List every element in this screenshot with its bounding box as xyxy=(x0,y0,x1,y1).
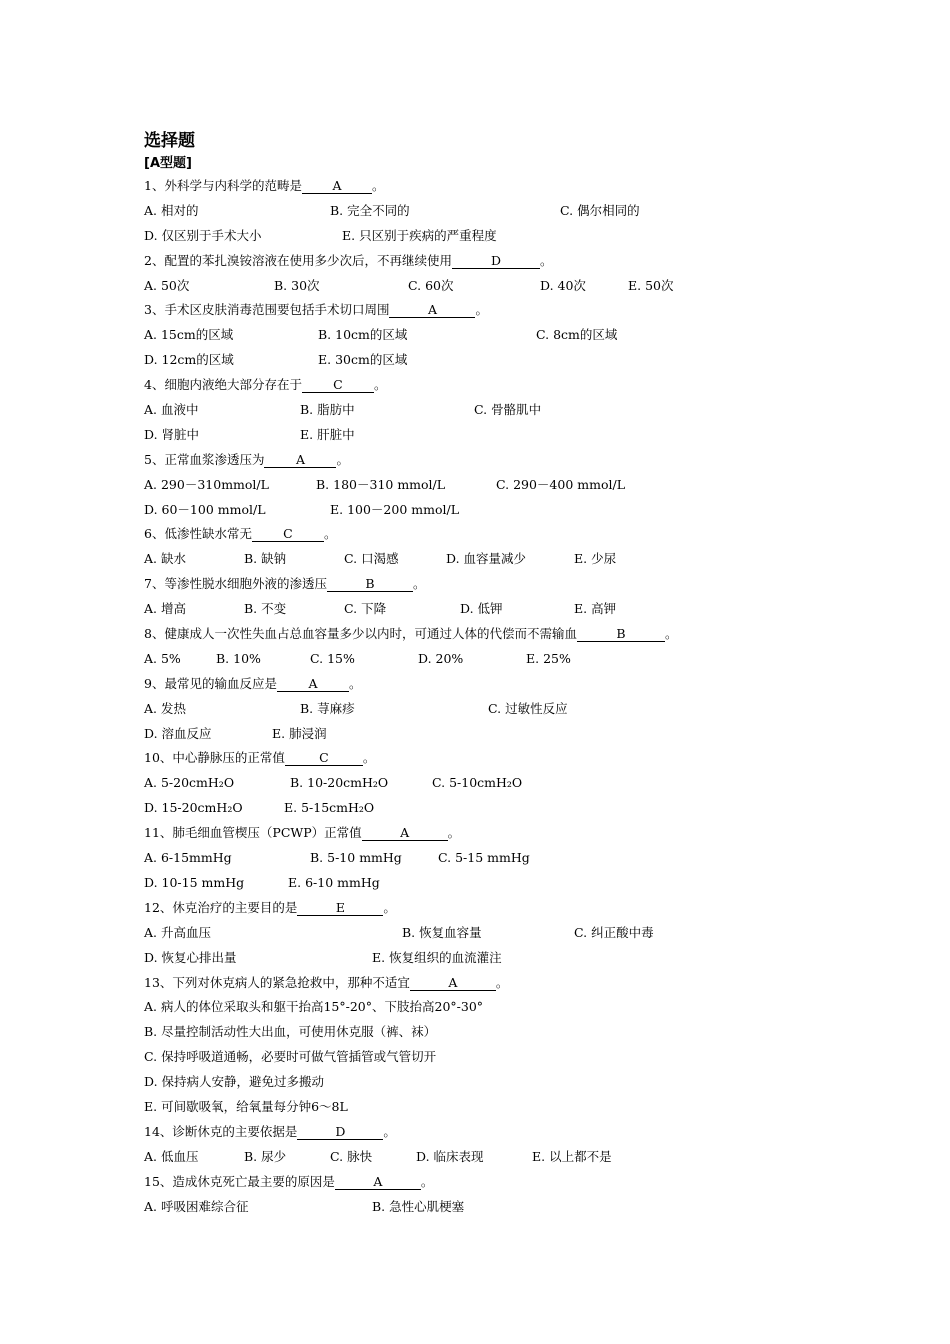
options-row xyxy=(144,423,864,448)
answer-option: A. 血液中 xyxy=(144,402,199,418)
answer-option: C. 下降 xyxy=(344,601,387,617)
answer-option: B. 完全不同的 xyxy=(330,202,410,218)
answer-option: A. 发热 xyxy=(144,700,186,716)
options-row xyxy=(144,921,864,946)
answer-option: B. 荨麻疹 xyxy=(300,700,355,716)
answer-option: C. 纠正酸中毒 xyxy=(574,924,654,940)
answer-option: B. 180－310 mmol/L xyxy=(316,476,446,492)
question-stem xyxy=(144,373,864,398)
answer-option: D. 20% xyxy=(418,650,464,666)
page-title: 选择题 xyxy=(144,131,195,151)
question-list xyxy=(144,174,864,1219)
answer-blank: A xyxy=(410,976,496,991)
options-row xyxy=(144,995,864,1020)
answer-option: C. 骨骼肌中 xyxy=(474,402,542,418)
answer-blank: D xyxy=(452,254,540,269)
answer-blank: A xyxy=(362,826,448,841)
options-row xyxy=(144,1070,864,1095)
question-end-mark: 。 xyxy=(383,899,396,915)
question-text: 11、肺毛细血管楔压（PCWP）正常值 xyxy=(144,825,362,841)
answer-option: A. 呼吸困难综合征 xyxy=(144,1198,249,1214)
question-stem xyxy=(144,821,864,846)
answer-option: E. 少尿 xyxy=(574,551,617,567)
question-text: 2、配置的苯扎溴铵溶液在使用多少次后，不再继续使用 xyxy=(144,252,452,268)
question-stem xyxy=(144,522,864,547)
answer-option: B. 脂肪中 xyxy=(300,402,355,418)
answer-option: A. 低血压 xyxy=(144,1148,199,1164)
question-end-mark: 。 xyxy=(323,526,337,542)
answer-option: B. 10-20cmH₂O xyxy=(290,775,389,791)
options-row xyxy=(144,473,864,498)
question-text: 3、手术区皮肤消毒范围要包括手术切口周围 xyxy=(144,302,390,318)
answer-option: E. 以上都不是 xyxy=(532,1148,612,1164)
options-row xyxy=(144,1045,864,1070)
question-end-mark: 。 xyxy=(362,750,376,766)
question-text: 1、外科学与内科学的范畴是 xyxy=(144,178,302,193)
question-stem xyxy=(144,572,864,597)
options-row xyxy=(144,722,864,747)
options-row xyxy=(144,323,864,348)
answer-blank: B xyxy=(577,627,665,642)
question-text: 9、最常见的输血反应是 xyxy=(144,675,277,691)
question-text: 13、下列对休克病人的紧急抢救中，那种不适宜 xyxy=(144,974,410,990)
answer-option: C. 过敏性反应 xyxy=(488,700,568,716)
answer-blank: C xyxy=(302,378,374,393)
question-end-mark: 。 xyxy=(420,1173,434,1189)
options-row xyxy=(144,1095,864,1120)
question-end-mark: 。 xyxy=(383,1123,396,1139)
answer-option: B. 恢复血容量 xyxy=(402,924,482,940)
answer-option: D. 60－100 mmol/L xyxy=(144,501,266,517)
question-stem xyxy=(144,746,864,771)
answer-option: D. 低钾 xyxy=(460,601,503,617)
question-end-mark: 。 xyxy=(336,451,349,467)
question-text: 7、等渗性脱水细胞外液的渗透压 xyxy=(144,576,327,592)
answer-option: E. 只区别于疾病的严重程度 xyxy=(342,227,497,243)
question-text: 14、诊断休克的主要依据是 xyxy=(144,1123,298,1139)
options-row xyxy=(144,274,864,299)
answer-option: B. 尽量控制活动性大出血，可使用休克服（裤、袜） xyxy=(144,1024,437,1040)
answer-option: E. 可间歇吸氧，给氧量每分钟6～8L xyxy=(144,1098,348,1114)
answer-option: A. 50次 xyxy=(144,277,190,293)
answer-option: D. 血容量减少 xyxy=(446,551,527,567)
question-text: 12、休克治疗的主要目的是 xyxy=(144,899,298,915)
options-row xyxy=(144,224,864,249)
options-row xyxy=(144,647,864,672)
answer-blank: A xyxy=(389,303,475,318)
answer-option: C. 偶尔相同的 xyxy=(560,202,640,218)
answer-option: D. 溶血反应 xyxy=(144,725,212,741)
options-row xyxy=(144,1195,864,1220)
question-end-mark: 。 xyxy=(373,377,387,393)
answer-option: D. 仅区别于手术大小 xyxy=(144,227,262,243)
question-stem xyxy=(144,672,864,697)
answer-option: A. 相对的 xyxy=(144,202,199,218)
question-end-mark: 。 xyxy=(495,974,509,990)
options-row xyxy=(144,547,864,572)
question-stem xyxy=(144,622,864,647)
answer-option: E. 5-15cmH₂O xyxy=(284,800,375,816)
answer-option: E. 6-10 mmHg xyxy=(288,874,380,890)
options-row xyxy=(144,199,864,224)
options-row xyxy=(144,348,864,373)
options-row xyxy=(144,796,864,821)
answer-blank: C xyxy=(252,527,324,542)
question-stem xyxy=(144,448,864,473)
answer-blank: B xyxy=(327,577,413,592)
answer-option: B. 急性心肌梗塞 xyxy=(372,1198,465,1214)
answer-option: E. 25% xyxy=(526,650,571,666)
answer-option: B. 尿少 xyxy=(244,1148,287,1164)
options-row xyxy=(144,697,864,722)
question-end-mark: 。 xyxy=(664,626,678,642)
options-row xyxy=(144,871,864,896)
options-row xyxy=(144,1020,864,1045)
answer-blank: A xyxy=(302,179,372,194)
answer-option: C. 口渴感 xyxy=(344,551,399,567)
question-end-mark: 。 xyxy=(447,825,461,841)
answer-option: B. 5-10 mmHg xyxy=(310,850,402,866)
answer-option: A. 升高血压 xyxy=(144,924,211,940)
answer-option: A. 缺水 xyxy=(144,551,186,567)
answer-option: A. 15cm的区域 xyxy=(144,327,234,343)
answer-option: E. 30cm的区域 xyxy=(318,352,408,368)
question-end-mark: 。 xyxy=(371,178,385,193)
answer-option: E. 高钾 xyxy=(574,601,617,617)
answer-option: B. 10cm的区域 xyxy=(318,327,408,343)
answer-option: A. 5-20cmH₂O xyxy=(144,775,235,791)
answer-option: E. 肺浸润 xyxy=(272,725,327,741)
question-end-mark: 。 xyxy=(475,302,488,318)
options-row xyxy=(144,1145,864,1170)
answer-option: D. 15-20cmH₂O xyxy=(144,800,243,816)
answer-option: D. 保持病人安静，避免过多搬动 xyxy=(144,1074,325,1090)
section-heading: [A型题] xyxy=(144,156,192,171)
answer-option: C. 15% xyxy=(310,650,355,666)
question-end-mark: 。 xyxy=(348,675,362,691)
question-stem xyxy=(144,1170,864,1195)
answer-option: B. 不变 xyxy=(244,601,287,617)
question-stem xyxy=(144,174,864,199)
question-stem xyxy=(144,1120,864,1145)
options-row xyxy=(144,398,864,423)
question-text: 15、造成休克死亡最主要的原因是 xyxy=(144,1173,335,1189)
answer-option: B. 缺钠 xyxy=(244,551,287,567)
question-text: 6、低渗性缺水常无 xyxy=(144,526,252,542)
question-stem xyxy=(144,971,864,996)
answer-option: C. 保持呼吸道通畅，必要时可做气管插管或气管切开 xyxy=(144,1049,437,1065)
answer-option: D. 12cm的区域 xyxy=(144,352,234,368)
answer-option: A. 6-15mmHg xyxy=(144,850,232,866)
options-row xyxy=(144,597,864,622)
answer-blank: D xyxy=(297,1125,383,1140)
answer-option: C. 5-15 mmHg xyxy=(438,850,530,866)
answer-option: C. 5-10cmH₂O xyxy=(432,775,523,791)
question-text: 4、细胞内液绝大部分存在于 xyxy=(144,377,302,393)
answer-option: A. 290－310mmol/L xyxy=(144,476,269,492)
answer-option: D. 恢复心排出量 xyxy=(144,949,237,965)
answer-option: E. 肝脏中 xyxy=(300,426,355,442)
answer-option: E. 100－200 mmol/L xyxy=(330,501,460,517)
answer-option: C. 脉快 xyxy=(330,1148,373,1164)
answer-option: B. 10% xyxy=(216,650,261,666)
answer-blank: C xyxy=(285,751,363,766)
answer-option: A. 增高 xyxy=(144,601,186,617)
options-row xyxy=(144,846,864,871)
options-row xyxy=(144,946,864,971)
answer-option: E. 50次 xyxy=(628,277,674,293)
answer-option: B. 30次 xyxy=(274,277,320,293)
answer-blank: E xyxy=(297,901,383,916)
question-stem xyxy=(144,249,864,274)
answer-blank: A xyxy=(264,453,336,468)
answer-option: C. 290－400 mmol/L xyxy=(496,476,625,492)
answer-blank: A xyxy=(335,1175,421,1190)
answer-option: A. 病人的体位采取头和躯干抬高15°-20°、下肢抬高20°-30° xyxy=(144,999,484,1015)
question-text: 5、正常血浆渗透压为 xyxy=(144,451,265,467)
question-stem xyxy=(144,298,864,323)
answer-option: D. 40次 xyxy=(540,277,586,293)
answer-option: D. 10-15 mmHg xyxy=(144,874,245,890)
answer-option: D. 临床表现 xyxy=(416,1148,484,1164)
question-end-mark: 。 xyxy=(539,252,553,268)
answer-option: C. 8cm的区域 xyxy=(536,327,618,343)
question-text: 8、健康成人一次性失血占总血容量多少以内时，可通过人体的代偿而不需输血 xyxy=(144,626,577,642)
question-text: 10、中心静脉压的正常值 xyxy=(144,750,285,766)
options-row xyxy=(144,771,864,796)
options-row xyxy=(144,498,864,523)
answer-blank: A xyxy=(277,677,349,692)
answer-option: C. 60次 xyxy=(408,277,454,293)
question-end-mark: 。 xyxy=(412,576,426,592)
answer-option: E. 恢复组织的血流灌注 xyxy=(372,949,502,965)
answer-option: D. 肾脏中 xyxy=(144,426,200,442)
question-stem xyxy=(144,896,864,921)
answer-option: A. 5% xyxy=(144,650,181,666)
